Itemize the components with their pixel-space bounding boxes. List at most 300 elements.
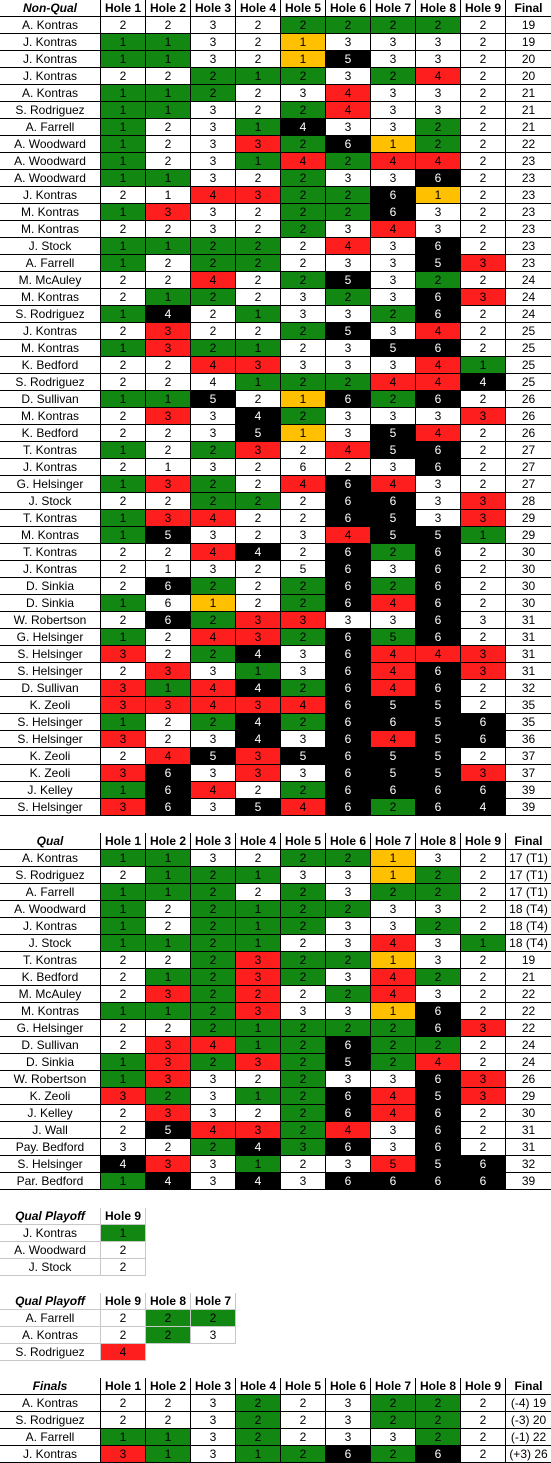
hole-score: 3 xyxy=(416,204,461,221)
hole-score: 1 xyxy=(146,850,191,867)
hole-score: 2 xyxy=(191,1310,236,1327)
hole-score: 3 xyxy=(281,765,326,782)
hole-score: 2 xyxy=(281,102,326,119)
hole-score: 6 xyxy=(416,238,461,255)
hole-score: 3 xyxy=(281,306,326,323)
hole-score: 3 xyxy=(326,918,371,935)
hole-score: 5 xyxy=(371,425,416,442)
hole-score: 2 xyxy=(191,255,236,272)
hole-score: 5 xyxy=(371,442,416,459)
hole-score: 5 xyxy=(281,561,326,578)
hole-score: 2 xyxy=(146,1310,191,1327)
player-name: K. Bedford xyxy=(0,425,101,442)
hole-score: 2 xyxy=(146,952,191,969)
hole-score: 2 xyxy=(281,782,326,799)
player-name: A. Kontras xyxy=(0,850,101,867)
final-score: 24 xyxy=(506,1037,551,1054)
final-score: 23 xyxy=(506,238,551,255)
player-name: S. Helsinger xyxy=(0,1156,101,1173)
player-name: A. Farrell xyxy=(0,119,101,136)
hole-score: 6 xyxy=(371,782,416,799)
hole-score: 2 xyxy=(146,1088,191,1105)
hole-score: 2 xyxy=(281,935,326,952)
hole-score: 6 xyxy=(371,204,416,221)
hole-score: 3 xyxy=(101,697,146,714)
score-row xyxy=(0,782,551,799)
hole-score: 6 xyxy=(371,714,416,731)
hole-score: 1 xyxy=(236,935,281,952)
hole-score: 6 xyxy=(281,459,326,476)
hole-score: 1 xyxy=(101,901,146,918)
hole-score: 2 xyxy=(236,850,281,867)
hole-score: 6 xyxy=(326,544,371,561)
hole-score: 2 xyxy=(236,1412,281,1429)
final-score: 35 xyxy=(506,714,551,731)
hole-score: 1 xyxy=(146,391,191,408)
hole-score: 2 xyxy=(461,867,506,884)
hole-score: 3 xyxy=(326,357,371,374)
hole-score: 2 xyxy=(281,918,326,935)
hole-score: 1 xyxy=(461,527,506,544)
hole-score: 5 xyxy=(236,799,281,816)
hole-score: 3 xyxy=(461,646,506,663)
hole-score: 4 xyxy=(146,306,191,323)
hole-score: 3 xyxy=(146,476,191,493)
hole-score: 3 xyxy=(326,1003,371,1020)
hole-score: 2 xyxy=(191,306,236,323)
hole-score: 3 xyxy=(191,1173,236,1190)
final-score: 19 xyxy=(506,952,551,969)
hole-score: 2 xyxy=(101,68,146,85)
hole-score: 1 xyxy=(146,884,191,901)
player-name: A. Woodward xyxy=(0,170,101,187)
hole-score: 4 xyxy=(146,748,191,765)
final-score: 31 xyxy=(506,612,551,629)
hole-score: 3 xyxy=(281,527,326,544)
player-name: J. Kontras xyxy=(0,68,101,85)
hole-score: 6 xyxy=(416,442,461,459)
hole-header: Hole 3 xyxy=(191,0,236,17)
hole-score: 2 xyxy=(371,1020,416,1037)
final-score: 20 xyxy=(506,68,551,85)
hole-score: 2 xyxy=(371,68,416,85)
hole-score: 2 xyxy=(416,1429,461,1446)
hole-score: 3 xyxy=(191,102,236,119)
hole-score: 6 xyxy=(326,663,371,680)
hole-header: Hole 9 xyxy=(461,1378,506,1395)
hole-score: 3 xyxy=(416,85,461,102)
hole-score: 3 xyxy=(326,170,371,187)
hole-score: 4 xyxy=(326,85,371,102)
score-row xyxy=(0,442,551,459)
score-row xyxy=(0,714,551,731)
hole-score: 4 xyxy=(371,153,416,170)
hole-score: 3 xyxy=(236,748,281,765)
hole-score: 2 xyxy=(146,442,191,459)
hole-score: 2 xyxy=(236,510,281,527)
hole-header: Hole 7 xyxy=(371,833,416,850)
hole-header: Hole 1 xyxy=(101,833,146,850)
final-score: 24 xyxy=(506,306,551,323)
hole-score: 3 xyxy=(281,1173,326,1190)
hole-score: 1 xyxy=(101,391,146,408)
score-row xyxy=(0,629,551,646)
hole-score: 2 xyxy=(281,255,326,272)
final-score: 30 xyxy=(506,561,551,578)
hole-score: 2 xyxy=(461,748,506,765)
hole-score: 6 xyxy=(326,476,371,493)
hole-score: 6 xyxy=(416,1003,461,1020)
hole-score: 1 xyxy=(236,374,281,391)
hole-score: 3 xyxy=(326,935,371,952)
hole-score: 3 xyxy=(326,1071,371,1088)
hole-score: 6 xyxy=(326,493,371,510)
hole-score: 2 xyxy=(146,1139,191,1156)
hole-score: 6 xyxy=(326,629,371,646)
player-name: D. Sinkia xyxy=(0,1054,101,1071)
hole-score: 3 xyxy=(191,1105,236,1122)
hole-score: 1 xyxy=(236,901,281,918)
hole-score: 2 xyxy=(236,561,281,578)
player-name: T. Kontras xyxy=(0,510,101,527)
final-header: Final xyxy=(506,0,551,17)
hole-score: 3 xyxy=(191,527,236,544)
hole-score: 1 xyxy=(146,187,191,204)
hole-score: 2 xyxy=(101,1259,146,1276)
hole-header: Hole 8 xyxy=(146,1293,191,1310)
score-row xyxy=(0,476,551,493)
hole-score: 3 xyxy=(236,1054,281,1071)
hole-score: 2 xyxy=(101,272,146,289)
hole-score: 6 xyxy=(326,731,371,748)
score-row xyxy=(0,1105,551,1122)
hole-score: 3 xyxy=(236,612,281,629)
hole-score: 3 xyxy=(371,357,416,374)
hole-score: 2 xyxy=(416,1412,461,1429)
player-name: K. Zeoli xyxy=(0,748,101,765)
player-name: S. Rodriguez xyxy=(0,374,101,391)
hole-score: 4 xyxy=(236,408,281,425)
score-row xyxy=(0,578,551,595)
score-row xyxy=(0,459,551,476)
score-row xyxy=(0,884,551,901)
score-row xyxy=(0,289,551,306)
hole-score: 2 xyxy=(371,578,416,595)
final-score: 23 xyxy=(506,204,551,221)
hole-score: 2 xyxy=(191,901,236,918)
hole-score: 2 xyxy=(326,986,371,1003)
score-row xyxy=(0,187,551,204)
hole-score: 1 xyxy=(236,663,281,680)
hole-score: 1 xyxy=(146,561,191,578)
hole-score: 2 xyxy=(281,578,326,595)
hole-score: 5 xyxy=(371,340,416,357)
score-row xyxy=(0,680,551,697)
hole-score: 3 xyxy=(326,1429,371,1446)
hole-score: 2 xyxy=(146,1327,191,1344)
hole-score: 2 xyxy=(146,1020,191,1037)
hole-score: 3 xyxy=(236,629,281,646)
hole-score: 2 xyxy=(281,408,326,425)
player-name: A. Kontras xyxy=(0,1327,101,1344)
final-score: 19 xyxy=(506,34,551,51)
hole-score: 2 xyxy=(281,1088,326,1105)
final-score: 31 xyxy=(506,1139,551,1156)
final-score: 22 xyxy=(506,1020,551,1037)
hole-score: 1 xyxy=(236,153,281,170)
hole-score: 4 xyxy=(191,272,236,289)
hole-score: 3 xyxy=(101,1139,146,1156)
hole-score: 2 xyxy=(146,68,191,85)
hole-score: 1 xyxy=(461,357,506,374)
hole-score: 2 xyxy=(461,340,506,357)
hole-score: 2 xyxy=(101,748,146,765)
hole-score: 2 xyxy=(236,17,281,34)
hole-score: 6 xyxy=(461,1156,506,1173)
hole-score: 2 xyxy=(371,1412,416,1429)
hole-score: 6 xyxy=(371,1173,416,1190)
hole-score: 2 xyxy=(146,374,191,391)
player-name: S. Rodriguez xyxy=(0,102,101,119)
hole-score: 6 xyxy=(416,391,461,408)
hole-score: 2 xyxy=(281,272,326,289)
hole-score: 4 xyxy=(146,1173,191,1190)
hole-score: 2 xyxy=(461,306,506,323)
player-name: J. Stock xyxy=(0,493,101,510)
hole-score: 2 xyxy=(461,170,506,187)
score-row xyxy=(0,68,551,85)
hole-score: 3 xyxy=(191,17,236,34)
hole-score: 4 xyxy=(191,782,236,799)
final-score: 18 (T4) xyxy=(506,935,551,952)
hole-score: 1 xyxy=(281,51,326,68)
player-name: J. Kelley xyxy=(0,782,101,799)
final-header: Final xyxy=(506,1378,551,1395)
hole-score: 3 xyxy=(191,221,236,238)
hole-score: 2 xyxy=(281,374,326,391)
hole-score: 2 xyxy=(281,510,326,527)
final-score: 30 xyxy=(506,544,551,561)
player-name: J. Kontras xyxy=(0,1225,101,1242)
hole-score: 1 xyxy=(101,935,146,952)
score-row xyxy=(0,1446,551,1463)
hole-score: 3 xyxy=(326,408,371,425)
hole-score: 4 xyxy=(191,357,236,374)
hole-score: 1 xyxy=(146,867,191,884)
hole-score: 1 xyxy=(101,1054,146,1071)
hole-score: 2 xyxy=(281,901,326,918)
hole-score: 4 xyxy=(371,1105,416,1122)
hole-score: 4 xyxy=(281,119,326,136)
hole-score: 2 xyxy=(281,986,326,1003)
hole-score: 2 xyxy=(236,170,281,187)
hole-score: 2 xyxy=(281,595,326,612)
hole-score: 3 xyxy=(416,51,461,68)
final-score: 26 xyxy=(506,1071,551,1088)
hole-score: 5 xyxy=(371,1156,416,1173)
hole-score: 4 xyxy=(191,1122,236,1139)
hole-score: 3 xyxy=(416,493,461,510)
hole-score: 2 xyxy=(371,306,416,323)
final-score: 31 xyxy=(506,646,551,663)
hole-header: Hole 8 xyxy=(416,833,461,850)
hole-score: 1 xyxy=(146,51,191,68)
hole-score: 3 xyxy=(371,85,416,102)
player-name: J. Kontras xyxy=(0,323,101,340)
player-name: S. Rodriguez xyxy=(0,306,101,323)
hole-score: 2 xyxy=(461,238,506,255)
player-name: A. Farrell xyxy=(0,884,101,901)
final-score: 23 xyxy=(506,170,551,187)
hole-score: 2 xyxy=(281,1429,326,1446)
score-row xyxy=(0,170,551,187)
hole-score: 6 xyxy=(416,1446,461,1463)
hole-score: 2 xyxy=(461,1105,506,1122)
hole-score: 2 xyxy=(236,527,281,544)
hole-score: 2 xyxy=(281,1156,326,1173)
hole-score: 6 xyxy=(416,1071,461,1088)
hole-header: Hole 4 xyxy=(236,0,281,17)
hole-score: 6 xyxy=(326,561,371,578)
hole-score: 1 xyxy=(101,850,146,867)
hole-score: 2 xyxy=(461,578,506,595)
hole-score: 3 xyxy=(146,1156,191,1173)
hole-score: 3 xyxy=(236,1003,281,1020)
hole-score: 2 xyxy=(236,204,281,221)
player-name: J. Kelley xyxy=(0,1105,101,1122)
hole-score: 3 xyxy=(191,663,236,680)
hole-score: 3 xyxy=(326,1412,371,1429)
hole-score: 6 xyxy=(416,459,461,476)
hole-score: 1 xyxy=(236,918,281,935)
player-name: S. Helsinger xyxy=(0,663,101,680)
hole-score: 3 xyxy=(461,612,506,629)
section-title: Qual xyxy=(0,833,101,850)
score-row xyxy=(0,17,551,34)
hole-score: 4 xyxy=(461,374,506,391)
hole-score: 3 xyxy=(191,153,236,170)
hole-score: 2 xyxy=(461,901,506,918)
hole-score: 2 xyxy=(416,272,461,289)
hole-score: 5 xyxy=(416,765,461,782)
final-score: 35 xyxy=(506,697,551,714)
hole-score: 2 xyxy=(461,51,506,68)
final-score: 31 xyxy=(506,663,551,680)
final-score: 32 xyxy=(506,1156,551,1173)
hole-score: 5 xyxy=(416,697,461,714)
hole-score: 2 xyxy=(191,238,236,255)
hole-score: 2 xyxy=(236,391,281,408)
hole-score: 3 xyxy=(371,561,416,578)
hole-score: 3 xyxy=(101,765,146,782)
hole-score: 5 xyxy=(371,527,416,544)
hole-score: 6 xyxy=(461,731,506,748)
hole-score: 2 xyxy=(101,578,146,595)
hole-score: 1 xyxy=(101,170,146,187)
hole-score: 2 xyxy=(146,357,191,374)
hole-score: 2 xyxy=(191,578,236,595)
hole-score: 2 xyxy=(461,1412,506,1429)
hole-score: 2 xyxy=(101,986,146,1003)
hole-score: 3 xyxy=(146,663,191,680)
hole-score: 6 xyxy=(146,595,191,612)
hole-header: Hole 4 xyxy=(236,833,281,850)
hole-score: 2 xyxy=(281,629,326,646)
hole-score: 3 xyxy=(416,935,461,952)
hole-score: 2 xyxy=(461,1037,506,1054)
hole-score: 2 xyxy=(146,714,191,731)
hole-score: 2 xyxy=(281,1071,326,1088)
player-name: J. Kontras xyxy=(0,561,101,578)
hole-score: 1 xyxy=(371,1003,416,1020)
hole-score: 4 xyxy=(416,357,461,374)
hole-score: 1 xyxy=(236,340,281,357)
hole-header: Hole 6 xyxy=(326,1378,371,1395)
hole-score: 2 xyxy=(461,1054,506,1071)
hole-score: 3 xyxy=(236,1122,281,1139)
hole-header: Hole 3 xyxy=(191,1378,236,1395)
hole-score: 2 xyxy=(146,731,191,748)
player-name: A. Woodward xyxy=(0,153,101,170)
player-name: S. Rodriguez xyxy=(0,867,101,884)
hole-score: 2 xyxy=(281,714,326,731)
hole-score: 2 xyxy=(461,1003,506,1020)
final-score: (-4) 19 xyxy=(506,1395,551,1412)
hole-score: 5 xyxy=(416,748,461,765)
hole-score: 5 xyxy=(416,255,461,272)
score-row xyxy=(0,1327,551,1344)
hole-score: 2 xyxy=(461,969,506,986)
hole-score: 2 xyxy=(191,1054,236,1071)
hole-score: 2 xyxy=(101,408,146,425)
hole-score: 2 xyxy=(101,1395,146,1412)
hole-score: 2 xyxy=(146,255,191,272)
hole-score: 3 xyxy=(236,136,281,153)
hole-score: 4 xyxy=(416,153,461,170)
player-name: J. Stock xyxy=(0,935,101,952)
hole-score: 2 xyxy=(191,1020,236,1037)
score-row xyxy=(0,1088,551,1105)
final-score: 37 xyxy=(506,748,551,765)
hole-score: 2 xyxy=(236,102,281,119)
hole-score: 1 xyxy=(146,459,191,476)
hole-score: 3 xyxy=(371,459,416,476)
hole-score: 3 xyxy=(236,765,281,782)
section-header-row xyxy=(0,1378,551,1395)
hole-score: 2 xyxy=(371,391,416,408)
hole-score: 3 xyxy=(146,1105,191,1122)
hole-score: 5 xyxy=(371,697,416,714)
hole-score: 3 xyxy=(326,1156,371,1173)
final-score: 39 xyxy=(506,782,551,799)
hole-score: 2 xyxy=(191,493,236,510)
hole-score: 2 xyxy=(281,884,326,901)
hole-score: 2 xyxy=(281,221,326,238)
hole-score: 6 xyxy=(416,561,461,578)
player-name: M. Kontras xyxy=(0,221,101,238)
hole-score: 2 xyxy=(461,68,506,85)
hole-score: 6 xyxy=(326,646,371,663)
score-row xyxy=(0,1122,551,1139)
hole-header: Hole 2 xyxy=(146,0,191,17)
hole-score: 4 xyxy=(371,221,416,238)
hole-score: 2 xyxy=(101,357,146,374)
hole-score: 2 xyxy=(236,221,281,238)
hole-header: Hole 9 xyxy=(461,833,506,850)
score-row xyxy=(0,1412,551,1429)
final-score: (-1) 22 xyxy=(506,1429,551,1446)
player-name: A. Farrell xyxy=(0,1429,101,1446)
